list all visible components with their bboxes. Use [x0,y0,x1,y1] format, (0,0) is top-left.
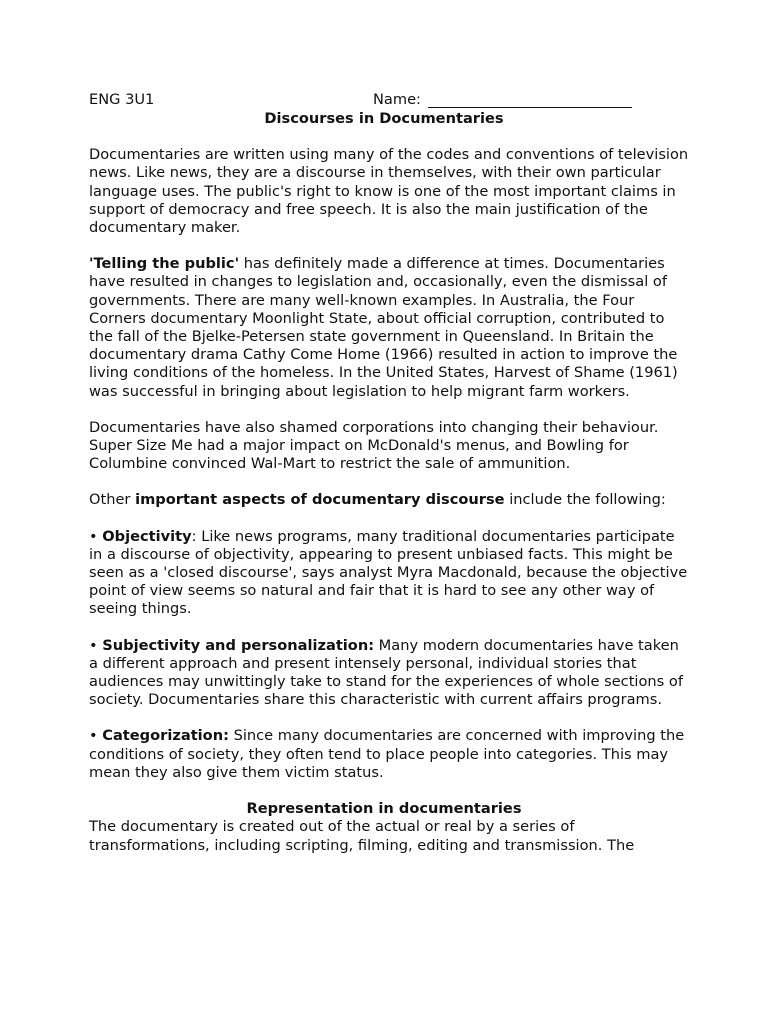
objectivity-text: : Like news programs, many traditional documentaries participate in a discourse of objectivity, appearing to present unbiased facts. This might be seen as a 'closed discourse', says analyst Myra Macdonald, because the objective point of view seems so natural and fair that it is hard to see any other way of seeing things. [89,527,688,618]
document-title: Discourses in Documentaries [264,110,504,127]
categorization-text: Since many documentaries are concerned with improving the conditions of society, they often tend to place people into categories. This may mean they also give them victim status. [89,727,685,781]
other-aspects-paragraph [89,491,689,509]
objectivity-heading: Objectivity [102,527,192,545]
name-blank-line [428,107,632,108]
subjectivity-heading: Subjectivity and personalization: [102,636,375,654]
objectivity-item [89,528,689,619]
telling-public-paragraph [89,255,689,401]
name-label: Name: [373,91,421,108]
course-code: ENG 3U1 [89,91,155,108]
other-aspects-prefix: Other [89,491,136,509]
representation-heading: Representation in documentaries [246,800,522,818]
telling-public-bold: 'Telling the public' [89,255,240,273]
other-aspects-suffix: include the following: [504,491,666,509]
bullet: • [89,727,103,745]
intro-paragraph: Documentaries are written using many of the codes and conventions of television news. Like news, they are a discourse in themselves, with their own particular language uses. The public's right to know is one of the most important claims in support of democracy and free speech. It is also the main justification of the documentary maker. [89,146,689,237]
categorization-item [89,727,689,782]
categorization-heading: Categorization: [102,727,229,745]
representation-paragraph: The documentary is created out of the actual or real by a series of transformations, including scripting, filming, editing and transmission. The [89,818,635,854]
document-page [89,91,689,855]
telling-public-text: has definitely made a difference at times. Documentaries have resulted in changes to legislation and, occasionally, even the dismissal of governments. There are many well-known examples. In Australia, the Four Corners documentary Moonlight State, about official corruption, contributed to the fall of the Bjelke-Petersen state government in Queensland. In Britain the documentary drama Cathy Come Home (1966) resulted in action to improve the living conditions of the homeless. In the United States, Harvest of Shame (1961) was successful in bringing about legislation to help migrant farm workers. [89,255,678,400]
bullet: • [89,636,103,654]
other-aspects-bold: important aspects of documentary discourse [135,491,505,509]
bullet: • [89,527,103,545]
shamed-corporations-paragraph: Documentaries have also shamed corporations into changing their behaviour. Super Size Me had a major impact on McDonald's menus, and Bowling for Columbine convinced Wal-Mart to restrict the sale of ammunition. [89,418,659,473]
subjectivity-item [89,637,689,710]
subjectivity-text: Many modern documentaries have taken a different approach and present intensely personal, individual stories that audiences may unwittingly take to stand for the experiences of whole sections of society. Documentaries share this characteristic with current affairs programs. [89,636,683,709]
document-header [89,91,689,109]
